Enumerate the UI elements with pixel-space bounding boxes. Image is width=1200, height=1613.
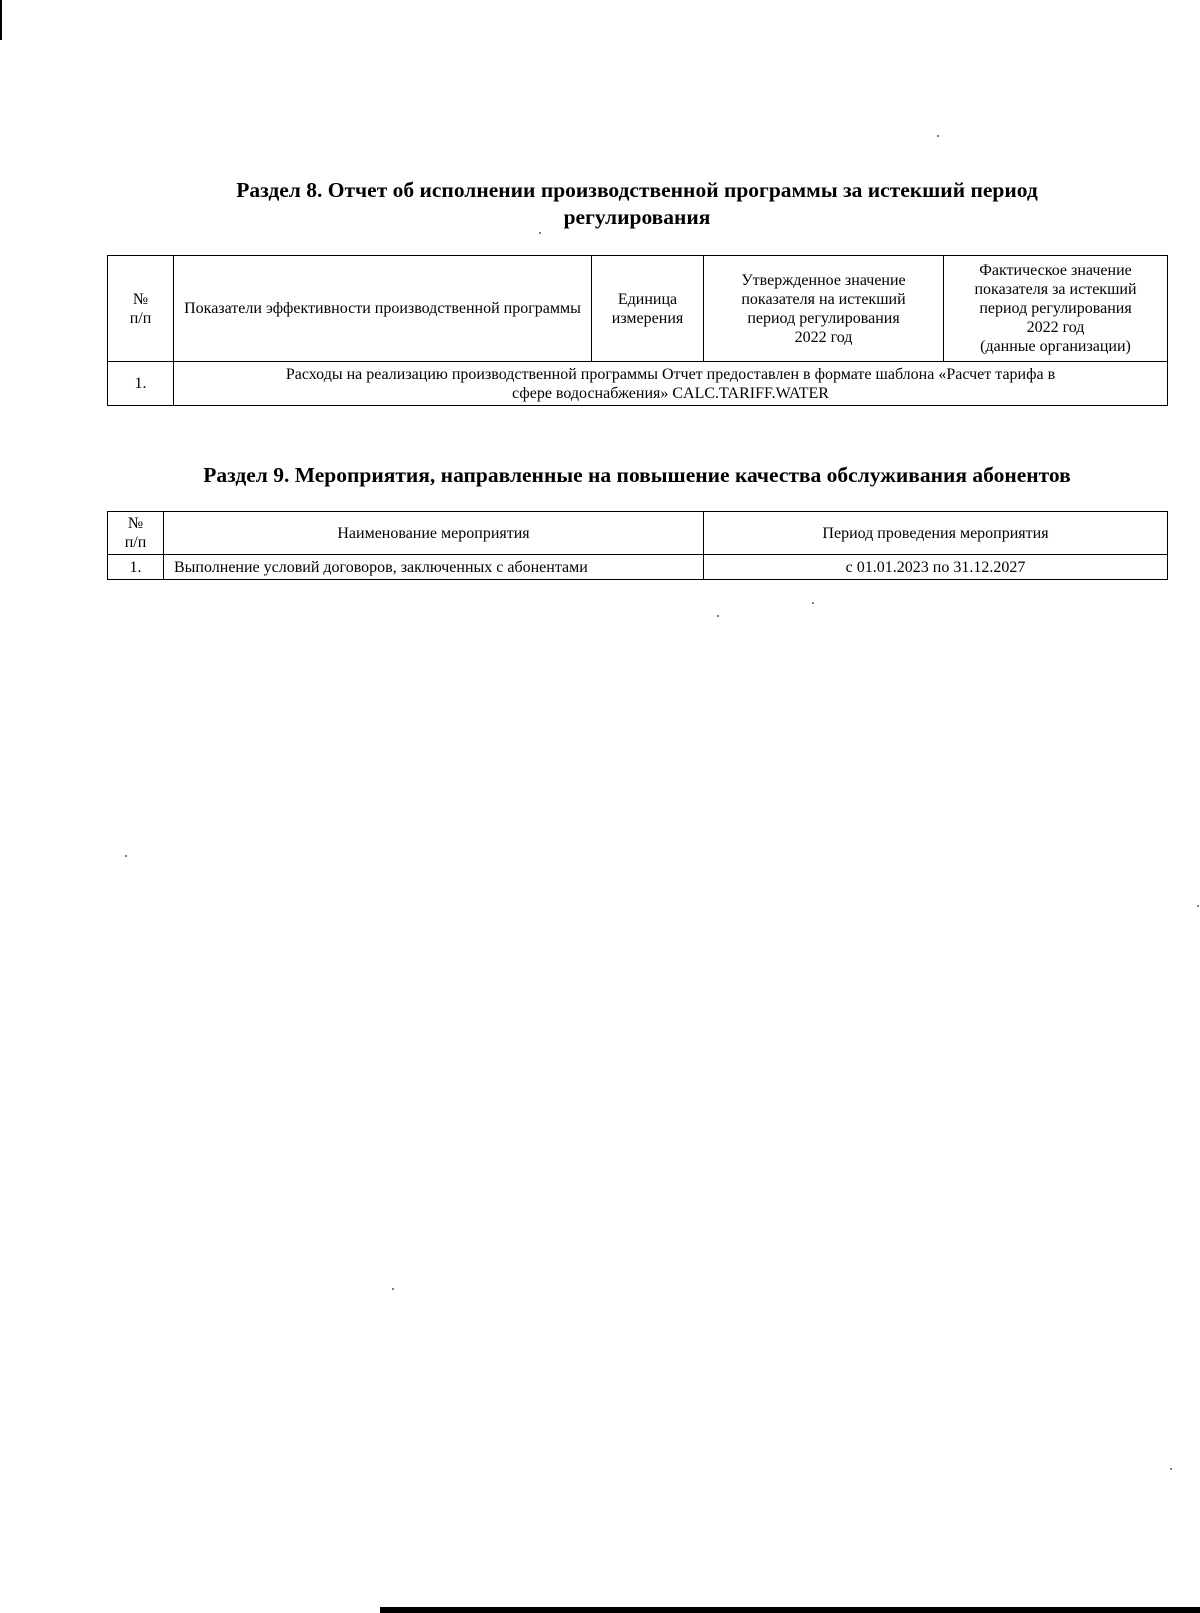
scan-speck [717, 615, 719, 617]
header-approved-value: Утвержденное значение показателя на истекший период регулирования 2022 год [704, 256, 944, 362]
row-event-name: Выполнение условий договоров, заключенных с абонентами [164, 555, 704, 580]
section-9-header-row [108, 512, 1168, 555]
header-num: № п/п [108, 512, 164, 555]
section-8-title [106, 177, 1168, 231]
row-num: 1. [108, 362, 174, 406]
scan-speck [1170, 1468, 1172, 1470]
row-num: 1. [108, 555, 164, 580]
header-event-name: Наименование мероприятия [164, 512, 704, 555]
scan-speck [937, 135, 939, 137]
section-8-table [107, 255, 1168, 406]
table-row [108, 555, 1168, 580]
section-8-title-line1: Раздел 8. Отчет об исполнении производственной программы за истекший период [236, 178, 1038, 202]
scan-bottom-edge [380, 1607, 1200, 1613]
header-indicator: Показатели эффективности производственной программы [174, 256, 592, 362]
scan-speck [392, 1288, 394, 1290]
scan-speck [125, 855, 127, 857]
scan-speck [812, 602, 814, 604]
row-event-period: с 01.01.2023 по 31.12.2027 [704, 555, 1168, 580]
section-8-header-row [108, 256, 1168, 362]
header-num: № п/п [108, 256, 174, 362]
header-event-period: Период проведения мероприятия [704, 512, 1168, 555]
scan-speck [539, 232, 541, 234]
section-9-title: Раздел 9. Мероприятия, направленные на повышение качества обслуживания абонентов [203, 463, 1071, 487]
row-merged-text: Расходы на реализацию производственной программы Отчет предоставлен в формате шаблона «Расчет тарифа в сфере водоснабжения» CALC.TARIFF.WATER [174, 362, 1168, 406]
header-unit: Единица измерения [592, 256, 704, 362]
header-actual-value: Фактическое значение показателя за истекший период регулирования 2022 год (данные организации) [944, 256, 1168, 362]
scan-edge-mark [0, 0, 2, 40]
table-row [108, 362, 1168, 406]
section-9-table [107, 511, 1168, 580]
scan-speck [1197, 905, 1199, 907]
section-8-title-line2: регулирования [563, 205, 711, 229]
